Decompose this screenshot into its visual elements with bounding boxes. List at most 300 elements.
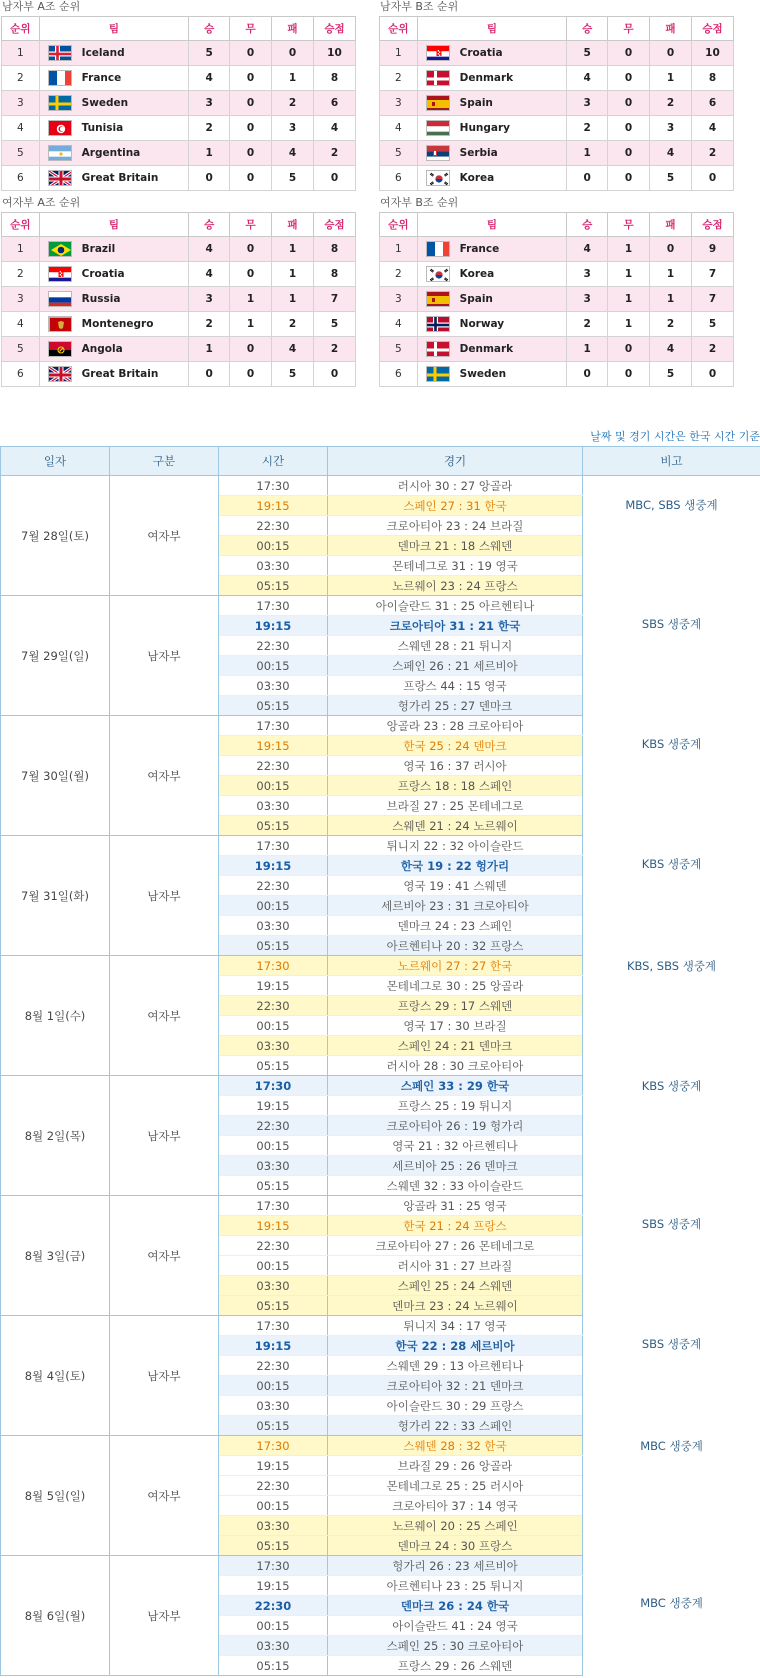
- col-date-header: 일자: [1, 447, 110, 476]
- team-name: Spain: [459, 97, 493, 109]
- match-time: 05:15: [219, 936, 328, 956]
- team-name: France: [81, 72, 122, 84]
- schedule-date: 7월 29일(일): [1, 596, 110, 716]
- serbia-flag-icon: [426, 145, 450, 161]
- wins-header: 승: [189, 213, 230, 237]
- team-cell: [417, 116, 567, 141]
- draws-cell: 0: [608, 41, 650, 66]
- match-time: 00:15: [219, 1496, 328, 1516]
- argentina-flag-icon: [48, 145, 72, 161]
- schedule-date: 8월 6일(월): [1, 1556, 110, 1676]
- schedule-date: 8월 3일(금): [1, 1196, 110, 1316]
- team-cell: [417, 66, 567, 91]
- match-result: 러시아 31 : 27 브라질: [328, 1256, 583, 1276]
- losses-header: 패: [650, 213, 692, 237]
- match-time: 00:15: [219, 1616, 328, 1636]
- team-cell: [39, 66, 189, 91]
- rank-cell: 4: [380, 116, 418, 141]
- points-cell: 6: [313, 91, 355, 116]
- points-cell: 6: [691, 91, 733, 116]
- standings-table: [379, 212, 734, 387]
- france-flag-icon: [48, 70, 72, 86]
- match-result: 아르헨티나 23 : 25 튀니지: [328, 1576, 583, 1596]
- montenegro-flag-icon: [48, 316, 72, 332]
- spain-flag-icon: [426, 291, 450, 307]
- standings-header-row: [380, 17, 734, 41]
- match-time: 19:15: [219, 736, 328, 756]
- points-cell: 2: [313, 141, 355, 166]
- schedule-header-row: [1, 447, 760, 476]
- match-result: 러시아 30 : 27 앙골라: [328, 476, 583, 496]
- losses-cell: 1: [650, 66, 692, 91]
- team-cell: [417, 41, 567, 66]
- match-time: 17:30: [219, 1316, 328, 1336]
- standings-row: [380, 337, 734, 362]
- rank-cell: 5: [380, 337, 418, 362]
- rank-cell: 1: [380, 41, 418, 66]
- draws-cell: 0: [608, 141, 650, 166]
- match-result: 스페인 25 : 30 크로아티아: [328, 1636, 583, 1656]
- standings-row: [2, 262, 356, 287]
- match-time: 19:15: [219, 1096, 328, 1116]
- standings-row: [2, 66, 356, 91]
- match-result: 크로아티아 27 : 26 몬테네그로: [328, 1236, 583, 1256]
- team-name: Denmark: [459, 343, 514, 355]
- match-result: 러시아 28 : 30 크로아티아: [328, 1056, 583, 1076]
- match-result: 헝가리 22 : 33 스페인: [328, 1416, 583, 1436]
- team-cell: [417, 237, 567, 262]
- spain-flag-icon: [426, 95, 450, 111]
- losses-header: 패: [650, 17, 692, 41]
- match-time: 05:15: [219, 1656, 328, 1676]
- team-name: Sweden: [459, 368, 507, 380]
- rank-cell: 5: [380, 141, 418, 166]
- match-result: 아르헨티나 20 : 32 프랑스: [328, 936, 583, 956]
- broadcast-remark: KBS 생중계: [583, 836, 760, 956]
- greatbritain-flag-icon: [48, 170, 72, 186]
- match-time: 19:15: [219, 856, 328, 876]
- match-time: 00:15: [219, 1256, 328, 1276]
- team-name: Korea: [459, 172, 495, 184]
- wins-header: 승: [567, 213, 608, 237]
- match-time: 22:30: [219, 1476, 328, 1496]
- points-cell: 7: [691, 287, 733, 312]
- wins-cell: 4: [189, 262, 230, 287]
- match-result: 헝가리 25 : 27 덴마크: [328, 696, 583, 716]
- match-result: 앙골라 23 : 28 크로아티아: [328, 716, 583, 736]
- match-time: 03:30: [219, 1156, 328, 1176]
- losses-cell: 2: [650, 91, 692, 116]
- team-cell: [417, 362, 567, 387]
- match-time: 03:30: [219, 1396, 328, 1416]
- match-time: 19:15: [219, 1216, 328, 1236]
- schedule-date: 8월 2일(목): [1, 1076, 110, 1196]
- match-result: 프랑스 29 : 26 스웨덴: [328, 1656, 583, 1676]
- rank-cell: 6: [380, 166, 418, 191]
- match-result: 한국 21 : 24 프랑스: [328, 1216, 583, 1236]
- match-time: 19:15: [219, 1576, 328, 1596]
- schedule-row: [1, 1556, 760, 1576]
- broadcast-remark: SBS 생중계: [583, 1196, 760, 1316]
- match-result: 크로아티아 31 : 21 한국: [328, 616, 583, 636]
- team-header: 팀: [417, 17, 567, 41]
- match-result: 아이슬란드 31 : 25 아르헨티나: [328, 596, 583, 616]
- standings-row: [2, 237, 356, 262]
- rank-cell: 1: [380, 237, 418, 262]
- standings-row: [2, 312, 356, 337]
- match-time: 05:15: [219, 696, 328, 716]
- points-cell: 8: [313, 262, 355, 287]
- draws-cell: 1: [608, 237, 650, 262]
- draws-cell: 0: [230, 362, 272, 387]
- norway-flag-icon: [426, 316, 450, 332]
- standings-row: [2, 287, 356, 312]
- match-time: 19:15: [219, 496, 328, 516]
- match-result: 스웨덴 28 : 32 한국: [328, 1436, 583, 1456]
- match-time: 22:30: [219, 876, 328, 896]
- standings-row: [2, 91, 356, 116]
- rank-cell: 5: [2, 337, 40, 362]
- team-cell: [39, 116, 189, 141]
- match-time: 05:15: [219, 1416, 328, 1436]
- losses-cell: 1: [272, 262, 314, 287]
- draws-cell: 0: [230, 237, 272, 262]
- match-time: 19:15: [219, 976, 328, 996]
- wins-header: 승: [567, 17, 608, 41]
- draws-cell: 1: [608, 262, 650, 287]
- draws-cell: 1: [608, 312, 650, 337]
- schedule-row: [1, 476, 760, 496]
- wins-cell: 1: [189, 141, 230, 166]
- team-name: Russia: [81, 293, 121, 305]
- standings-header-row: [380, 213, 734, 237]
- rank-cell: 6: [380, 362, 418, 387]
- standings-table: [379, 16, 734, 191]
- team-cell: [39, 41, 189, 66]
- match-result: 스페인 27 : 31 한국: [328, 496, 583, 516]
- match-time: 17:30: [219, 1556, 328, 1576]
- rank-cell: 3: [380, 287, 418, 312]
- match-time: 19:15: [219, 616, 328, 636]
- match-time: 00:15: [219, 776, 328, 796]
- losses-cell: 5: [272, 166, 314, 191]
- standings-row: [380, 41, 734, 66]
- schedule-row: [1, 716, 760, 736]
- wins-cell: 0: [567, 166, 608, 191]
- points-cell: 8: [313, 66, 355, 91]
- wins-cell: 2: [567, 312, 608, 337]
- draws-cell: 0: [230, 262, 272, 287]
- team-header: 팀: [39, 213, 189, 237]
- team-name: Montenegro: [81, 318, 154, 330]
- schedule-row: [1, 596, 760, 616]
- broadcast-remark: SBS 생중계: [583, 1316, 760, 1436]
- team-cell: [417, 262, 567, 287]
- draws-cell: 1: [230, 312, 272, 337]
- match-result: 아이슬란드 30 : 29 프랑스: [328, 1396, 583, 1416]
- schedule-division: 남자부: [110, 1316, 219, 1436]
- match-result: 세르비아 23 : 31 크로아티아: [328, 896, 583, 916]
- wins-cell: 4: [567, 237, 608, 262]
- wins-cell: 3: [567, 91, 608, 116]
- team-name: Serbia: [459, 147, 498, 159]
- losses-header: 패: [272, 213, 314, 237]
- team-name: Angola: [81, 343, 123, 355]
- draws-cell: 0: [230, 116, 272, 141]
- wins-cell: 5: [567, 41, 608, 66]
- match-result: 프랑스 29 : 17 스웨덴: [328, 996, 583, 1016]
- match-time: 00:15: [219, 1016, 328, 1036]
- team-cell: [417, 166, 567, 191]
- team-cell: [417, 312, 567, 337]
- team-name: Hungary: [459, 122, 511, 134]
- team-cell: [39, 287, 189, 312]
- draws-cell: 0: [230, 166, 272, 191]
- losses-cell: 5: [650, 166, 692, 191]
- schedule-row: [1, 1076, 760, 1096]
- schedule-row: [1, 1196, 760, 1216]
- losses-cell: 2: [272, 91, 314, 116]
- team-cell: [39, 141, 189, 166]
- schedule-division: 여자부: [110, 716, 219, 836]
- match-result: 한국 22 : 28 세르비아: [328, 1336, 583, 1356]
- match-result: 영국 21 : 32 아르헨티나: [328, 1136, 583, 1156]
- rank-cell: 4: [2, 312, 40, 337]
- match-result: 튀니지 22 : 32 아이슬란드: [328, 836, 583, 856]
- schedule-division: 남자부: [110, 836, 219, 956]
- match-result: 크로아티아 26 : 19 헝가리: [328, 1116, 583, 1136]
- points-cell: 0: [691, 362, 733, 387]
- standings-row: [2, 141, 356, 166]
- standings-row: [380, 91, 734, 116]
- match-time: 03:30: [219, 1036, 328, 1056]
- team-name: Korea: [459, 268, 495, 280]
- losses-cell: 1: [272, 237, 314, 262]
- rank-cell: 4: [2, 116, 40, 141]
- rank-header: 순위: [2, 17, 40, 41]
- match-result: 브라질 27 : 25 몬테네그로: [328, 796, 583, 816]
- denmark-flag-icon: [426, 341, 450, 357]
- schedule-date: 7월 30일(월): [1, 716, 110, 836]
- rank-header: 순위: [2, 213, 40, 237]
- denmark-flag-icon: [426, 70, 450, 86]
- croatia-flag-icon: [426, 45, 450, 61]
- broadcast-remark: KBS 생중계: [583, 1076, 760, 1196]
- draws-cell: 0: [230, 66, 272, 91]
- points-cell: 2: [691, 141, 733, 166]
- wins-cell: 4: [189, 66, 230, 91]
- draws-cell: 0: [608, 166, 650, 191]
- losses-cell: 1: [272, 66, 314, 91]
- col-remark-header: 비고: [583, 447, 760, 476]
- rank-cell: 6: [2, 362, 40, 387]
- match-time: 17:30: [219, 596, 328, 616]
- points-cell: 8: [313, 237, 355, 262]
- losses-cell: 0: [650, 41, 692, 66]
- match-result: 몬테네그로 31 : 19 영국: [328, 556, 583, 576]
- standings-row: [380, 237, 734, 262]
- match-time: 17:30: [219, 836, 328, 856]
- match-time: 03:30: [219, 676, 328, 696]
- match-result: 프랑스 18 : 18 스페인: [328, 776, 583, 796]
- points-cell: 0: [313, 362, 355, 387]
- sweden-flag-icon: [48, 95, 72, 111]
- draws-cell: 0: [608, 91, 650, 116]
- match-time: 17:30: [219, 1076, 328, 1096]
- points-cell: 5: [313, 312, 355, 337]
- wins-cell: 0: [189, 166, 230, 191]
- points-header: 승점: [691, 17, 733, 41]
- points-cell: 2: [691, 337, 733, 362]
- team-name: Norway: [459, 318, 505, 330]
- team-name: Argentina: [81, 147, 141, 159]
- korea-flag-icon: [426, 170, 450, 186]
- schedule-division: 여자부: [110, 476, 219, 596]
- schedule-division: 남자부: [110, 596, 219, 716]
- draws-cell: 1: [608, 287, 650, 312]
- match-result: 영국 17 : 30 브라질: [328, 1016, 583, 1036]
- team-name: Croatia: [81, 268, 125, 280]
- match-time: 05:15: [219, 1056, 328, 1076]
- match-time: 03:30: [219, 556, 328, 576]
- croatia-flag-icon: [48, 266, 72, 282]
- match-time: 00:15: [219, 896, 328, 916]
- match-result: 프랑스 25 : 19 튀니지: [328, 1096, 583, 1116]
- points-cell: 7: [691, 262, 733, 287]
- team-cell: [39, 362, 189, 387]
- standings-group-2: [1, 196, 356, 387]
- team-cell: [39, 312, 189, 337]
- losses-cell: 0: [272, 41, 314, 66]
- team-name: Brazil: [81, 243, 116, 255]
- match-time: 22:30: [219, 1116, 328, 1136]
- match-time: 00:15: [219, 1376, 328, 1396]
- match-result: 영국 19 : 41 스웨덴: [328, 876, 583, 896]
- points-header: 승점: [313, 17, 355, 41]
- match-result: 덴마크 26 : 24 한국: [328, 1596, 583, 1616]
- col-match-header: 경기: [328, 447, 583, 476]
- match-time: 03:30: [219, 1276, 328, 1296]
- rank-cell: 6: [2, 166, 40, 191]
- match-time: 17:30: [219, 476, 328, 496]
- draws-header: 무: [608, 17, 650, 41]
- match-result: 스웨덴 29 : 13 아르헨티나: [328, 1356, 583, 1376]
- col-time-header: 시간: [219, 447, 328, 476]
- standings-table: [1, 212, 356, 387]
- sweden-flag-icon: [426, 366, 450, 382]
- losses-cell: 1: [650, 287, 692, 312]
- schedule-row: [1, 1316, 760, 1336]
- match-result: 세르비아 25 : 26 덴마크: [328, 1156, 583, 1176]
- points-cell: 5: [691, 312, 733, 337]
- standings-row: [2, 41, 356, 66]
- wins-cell: 1: [567, 141, 608, 166]
- match-result: 스페인 33 : 29 한국: [328, 1076, 583, 1096]
- losses-cell: 5: [650, 362, 692, 387]
- match-result: 크로아티아 23 : 24 브라질: [328, 516, 583, 536]
- points-cell: 4: [313, 116, 355, 141]
- team-cell: [39, 337, 189, 362]
- match-result: 헝가리 26 : 23 세르비아: [328, 1556, 583, 1576]
- match-time: 22:30: [219, 636, 328, 656]
- wins-cell: 3: [567, 262, 608, 287]
- match-result: 덴마크 23 : 24 노르웨이: [328, 1296, 583, 1316]
- losses-cell: 1: [272, 287, 314, 312]
- team-name: Sweden: [81, 97, 129, 109]
- points-cell: 0: [691, 166, 733, 191]
- france-flag-icon: [426, 241, 450, 257]
- points-header: 승점: [691, 213, 733, 237]
- schedule-row: [1, 1436, 760, 1456]
- team-name: Tunisia: [81, 122, 124, 134]
- broadcast-remark: MBC, SBS 생중계: [583, 476, 760, 596]
- draws-cell: 0: [608, 337, 650, 362]
- match-time: 05:15: [219, 1176, 328, 1196]
- losses-cell: 4: [272, 141, 314, 166]
- standings-row: [2, 116, 356, 141]
- match-time: 22:30: [219, 516, 328, 536]
- match-time: 05:15: [219, 1296, 328, 1316]
- col-division-header: 구분: [110, 447, 219, 476]
- points-cell: 10: [691, 41, 733, 66]
- match-time: 05:15: [219, 816, 328, 836]
- broadcast-remark: MBC 생중계: [583, 1556, 760, 1676]
- team-name: Iceland: [81, 47, 125, 59]
- match-result: 덴마크 24 : 23 스페인: [328, 916, 583, 936]
- draws-cell: 0: [230, 141, 272, 166]
- broadcast-remark: SBS 생중계: [583, 596, 760, 716]
- match-time: 17:30: [219, 1436, 328, 1456]
- match-time: 00:15: [219, 1136, 328, 1156]
- losses-cell: 2: [650, 312, 692, 337]
- schedule-division: 여자부: [110, 1436, 219, 1556]
- match-result: 노르웨이 27 : 27 한국: [328, 956, 583, 976]
- losses-cell: 4: [650, 141, 692, 166]
- match-result: 크로아티아 32 : 21 덴마크: [328, 1376, 583, 1396]
- points-cell: 8: [691, 66, 733, 91]
- match-result: 브라질 29 : 26 앙골라: [328, 1456, 583, 1476]
- rank-cell: 3: [2, 91, 40, 116]
- match-result: 노르웨이 20 : 25 스페인: [328, 1516, 583, 1536]
- points-cell: 2: [313, 337, 355, 362]
- match-result: 아이슬란드 41 : 24 영국: [328, 1616, 583, 1636]
- standings-row: [380, 116, 734, 141]
- match-result: 한국 19 : 22 헝가리: [328, 856, 583, 876]
- schedule-division: 남자부: [110, 1556, 219, 1676]
- standings-row: [380, 141, 734, 166]
- team-cell: [417, 141, 567, 166]
- match-time: 17:30: [219, 716, 328, 736]
- wins-cell: 5: [189, 41, 230, 66]
- match-schedule-table: [0, 446, 760, 1676]
- angola-flag-icon: [48, 341, 72, 357]
- schedule-row: [1, 836, 760, 856]
- draws-cell: 0: [608, 116, 650, 141]
- losses-cell: 2: [272, 312, 314, 337]
- standings-row: [2, 166, 356, 191]
- match-result: 스페인 24 : 21 덴마크: [328, 1036, 583, 1056]
- team-name: Spain: [459, 293, 493, 305]
- team-header: 팀: [39, 17, 189, 41]
- standings-header-row: [2, 213, 356, 237]
- draws-header: 무: [230, 17, 272, 41]
- rank-cell: 3: [380, 91, 418, 116]
- rank-cell: 2: [380, 66, 418, 91]
- standings-title: 여자부 B조 순위: [380, 196, 459, 209]
- wins-cell: 0: [567, 362, 608, 387]
- match-time: 19:15: [219, 1336, 328, 1356]
- schedule-division: 남자부: [110, 1076, 219, 1196]
